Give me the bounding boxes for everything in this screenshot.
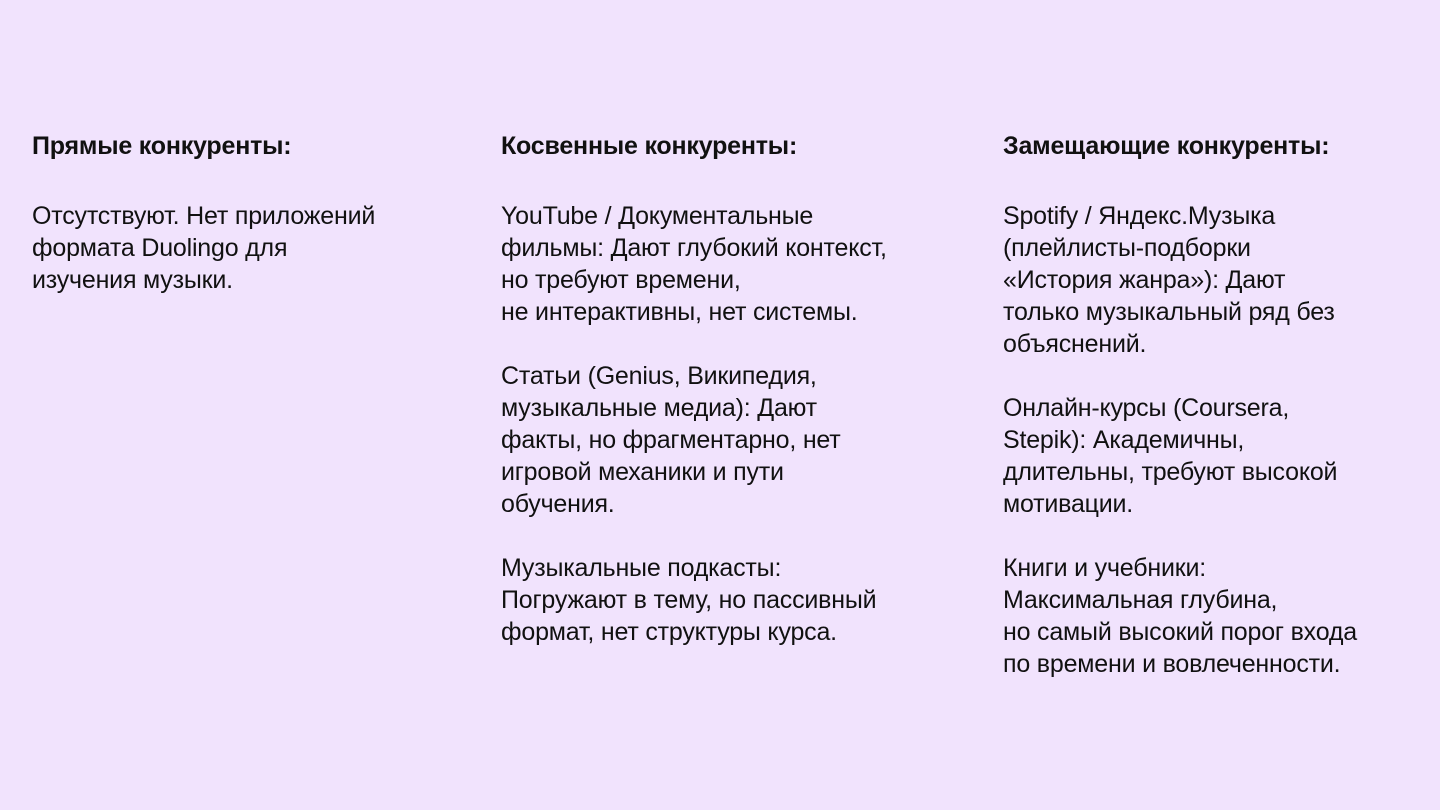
substitute-competitors-heading: Замещающие конкуренты:	[1003, 132, 1330, 160]
substitute-competitor-books: Книги и учебники: Максимальная глубина, но самый высокий порог входа по времени и вовлеченности.	[1003, 554, 1357, 678]
direct-competitors-column	[32, 130, 452, 328]
indirect-competitors-heading: Косвенные конкуренты:	[501, 132, 798, 160]
substitute-competitor-online-courses: Онлайн-курсы (Coursera, Stepik): Академичны, длительны, требуют высокой мотивации.	[1003, 394, 1338, 518]
substitute-competitors-column	[1003, 130, 1423, 712]
indirect-competitor-podcasts: Музыкальные подкасты: Погружают в тему, но пассивный формат, нет структуры курса.	[501, 554, 877, 646]
direct-competitors-text: Отсутствуют. Нет приложений формата Duolingo для изучения музыки.	[32, 202, 376, 294]
direct-competitors-heading: Прямые конкуренты:	[32, 132, 292, 160]
indirect-competitors-column	[501, 130, 941, 680]
substitute-competitor-streaming: Spotify / Яндекс.Музыка (плейлисты-подборки «История жанра»): Дают только музыкальный ряд без объяснений.	[1003, 202, 1335, 358]
indirect-competitor-youtube: YouTube / Документальные фильмы: Дают глубокий контекст, но требуют времени, не интерактивны, нет системы.	[501, 202, 887, 326]
indirect-competitor-articles: Статьи (Genius, Википедия, музыкальные медиа): Дают факты, но фрагментарно, нет игровой механики и пути обучения.	[501, 362, 841, 518]
